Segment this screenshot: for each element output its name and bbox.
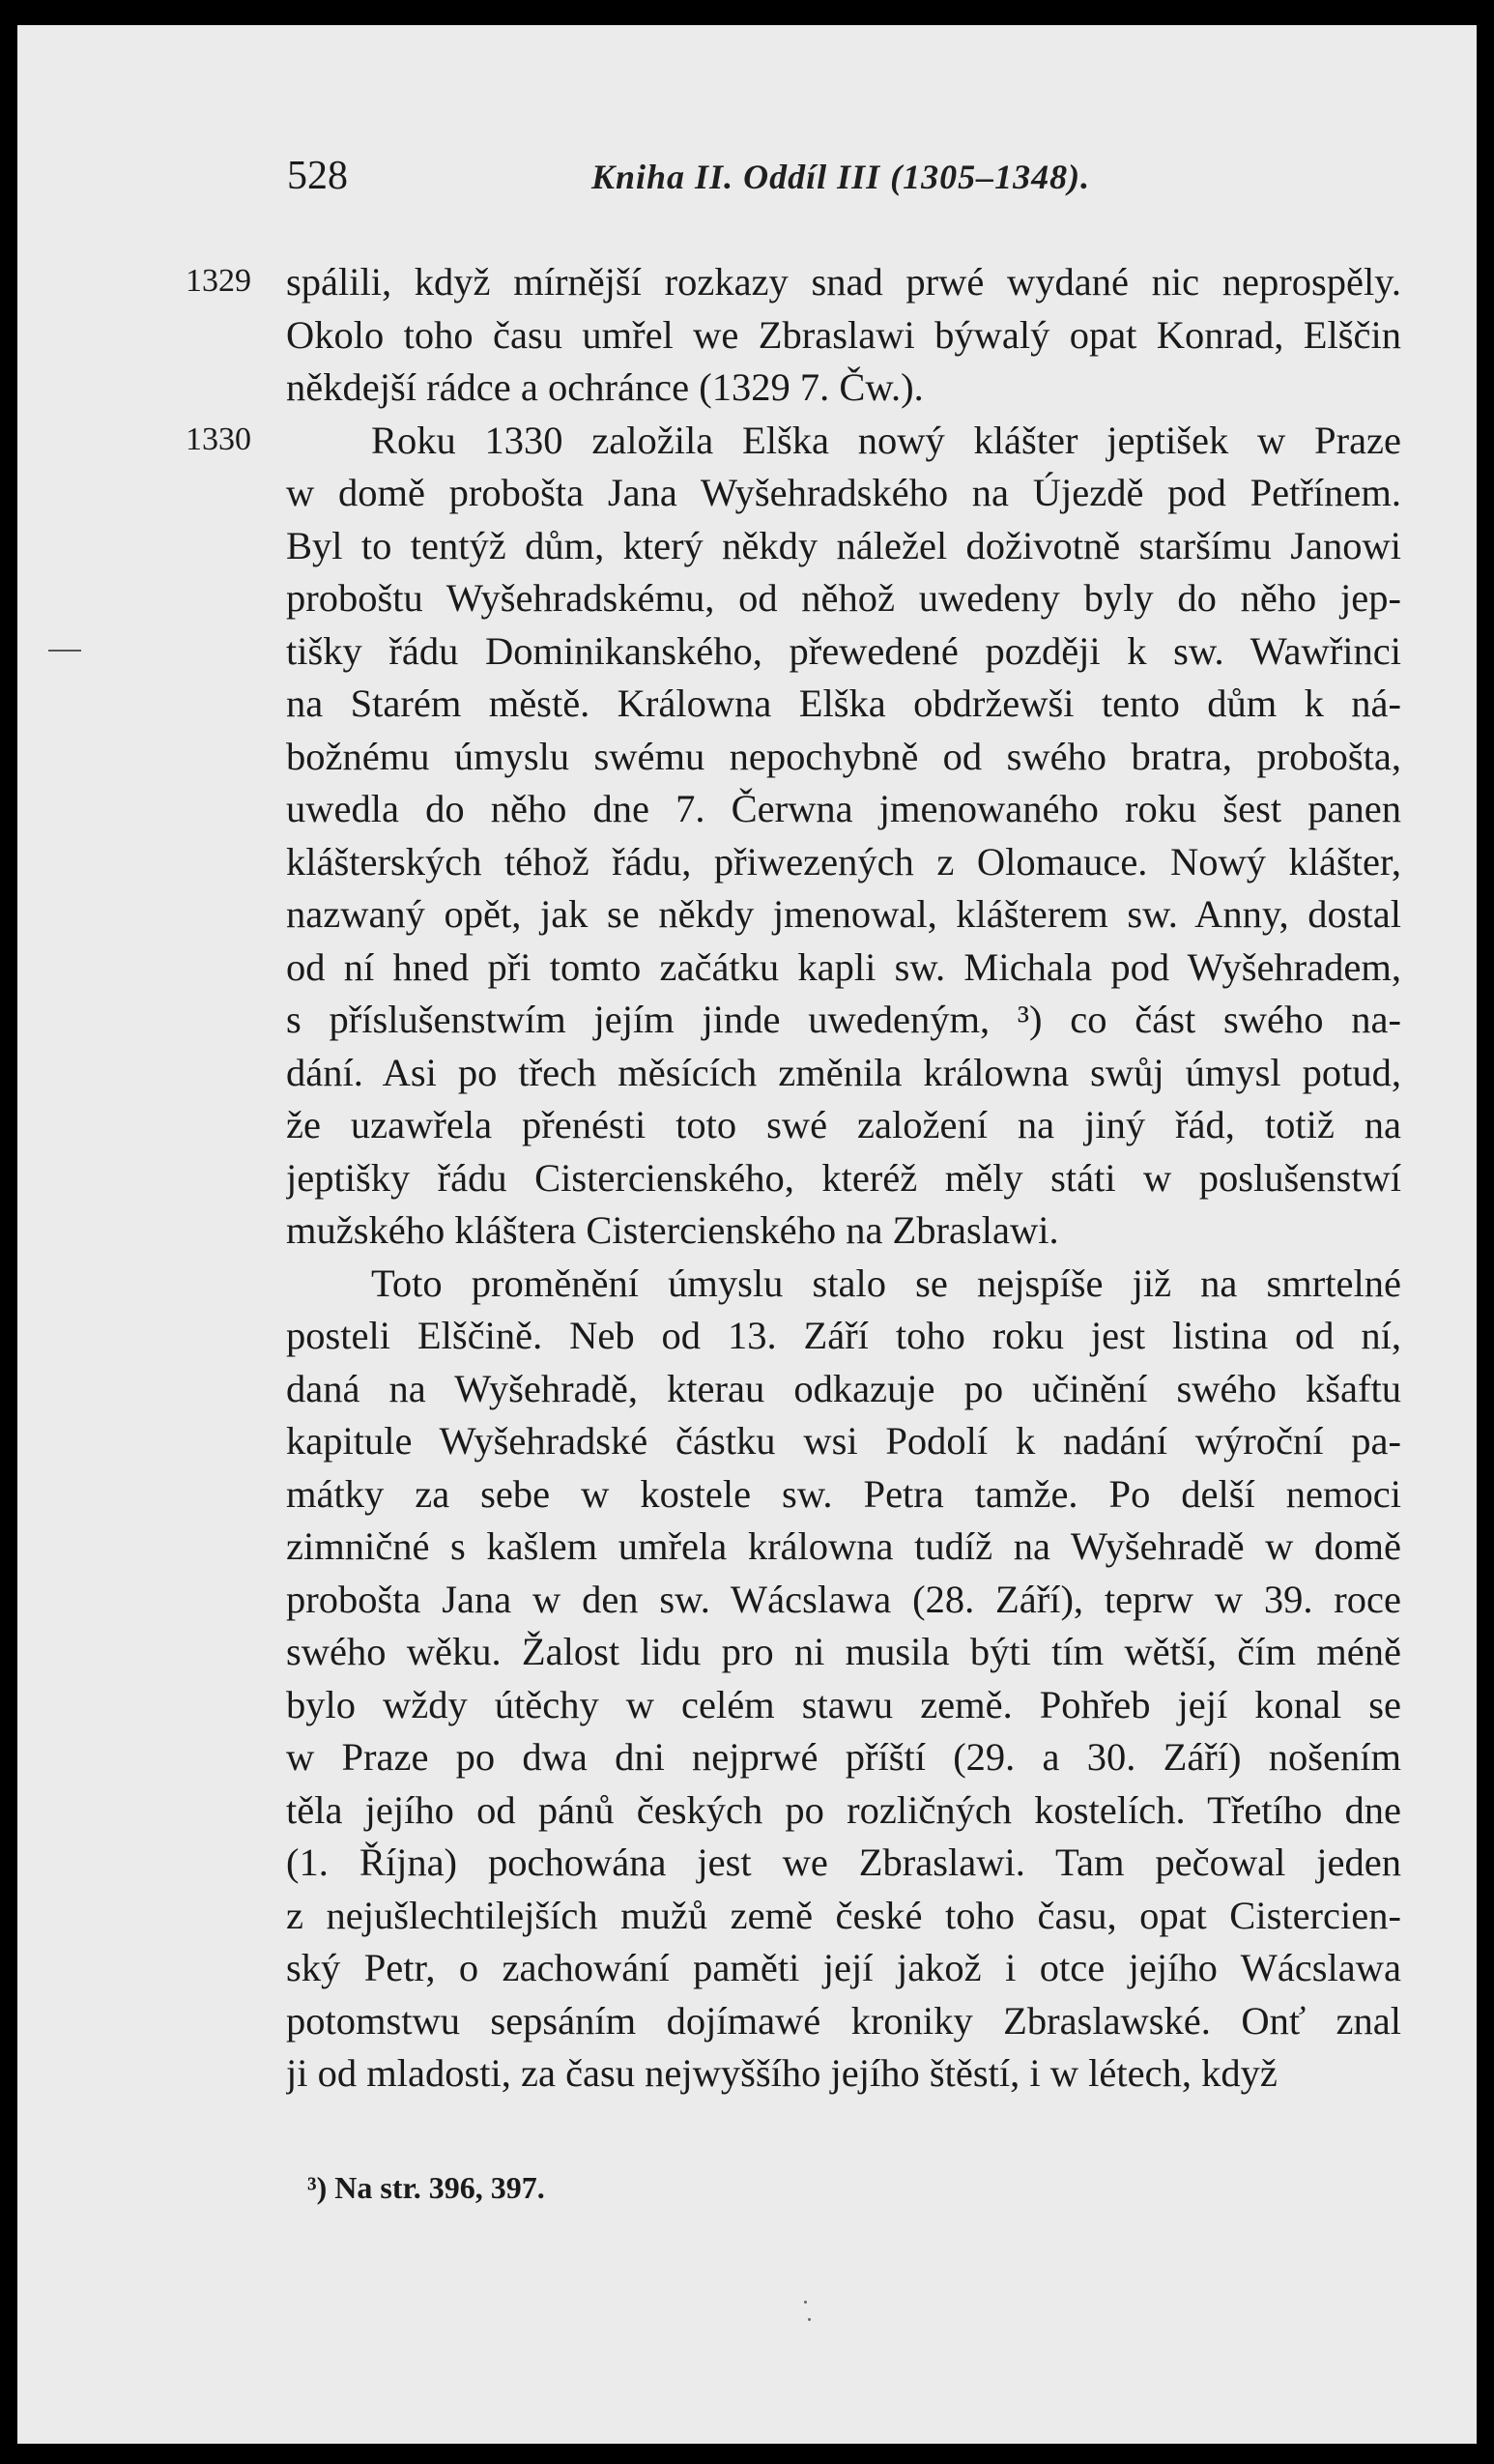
text-line: zimničné s kašlem umřela králowna tudíž na Wyšehradě w domě bbox=[286, 1524, 1401, 1568]
text-line: na Starém městě. Králowna Elška obdržewši tento dům k ná- bbox=[286, 681, 1401, 725]
page-header bbox=[287, 153, 1408, 211]
text-line: Okolo toho času umřel we Zbraslawi býwalý opat Konrad, Elščin bbox=[286, 312, 1401, 357]
text-line: proboštu Wyšehradskému, od něhož uwedeny byly do něho jep- bbox=[286, 576, 1401, 620]
text-line: jeptišky řádu Cistercienského, kteréž měly státi w poslušenstwí bbox=[286, 1155, 1401, 1200]
text-line: daná na Wyšehradě, kterau odkazuje po učinění swého kšaftu bbox=[286, 1366, 1401, 1410]
text-line: že uzawřela přenésti toto swé založení na jiný řád, totiž na bbox=[286, 1103, 1401, 1146]
text-line: Roku 1330 založila Elška nowý klášter jeptišek w Praze bbox=[371, 418, 1401, 462]
text-line: těla jejího od pánů českých po rozličných kostelích. Třetího dne bbox=[286, 1787, 1401, 1832]
text-line: w Praze po dwa dni nejprwé příští (29. a 30. Září) nošením bbox=[286, 1735, 1401, 1779]
text-line: ský Petr, o zachowání paměti její jakož i otce jejího Wácslawa bbox=[286, 1946, 1401, 1989]
text-line: potomstwu sepsáním dojímawé kroniky Zbraslawské. Onť znal bbox=[286, 1998, 1401, 2043]
text-line: božnému úmyslu swému nepochybně od swého bratra, probošta, bbox=[286, 734, 1401, 778]
margin-year-1330: 1330 bbox=[186, 421, 251, 457]
body-text bbox=[286, 256, 1401, 2101]
text-line: z nejušlechtilejších mužů země české toho času, opat Cistercien- bbox=[286, 1893, 1401, 1937]
text-line: spálili, když mírnější rozkazy snad prwé wydané nic neprospěly. bbox=[286, 260, 1401, 304]
text-line: s příslušenstwím jejím jinde uwedeným, ³) co část swého na- bbox=[286, 998, 1401, 1041]
text-line: probošta Jana w den sw. Wácslawa (28. Září), teprw w 39. roce bbox=[286, 1577, 1401, 1621]
text-line: bylo wždy útěchy w celém stawu země. Pohřeb její konal se bbox=[286, 1682, 1401, 1726]
text-line: mátky za sebe w kostele sw. Petra tamže. Po delší nemoci bbox=[286, 1471, 1401, 1516]
print-speck bbox=[808, 2318, 811, 2321]
text-line: uwedla do něho dne 7. Čerwna jmenowaného roku šest panen bbox=[286, 787, 1401, 830]
text-line: od ní hned při tomto začátku kapli sw. Michala pod Wyšehradem, bbox=[286, 944, 1401, 989]
footnote: ³) Na str. 396, 397. bbox=[307, 2170, 545, 2205]
page-number: 528 bbox=[287, 154, 348, 198]
text-line: dání. Asi po třech měsících změnila králowna swůj úmysl potud, bbox=[286, 1050, 1401, 1094]
text-line: posteli Elščině. Neb od 13. Září toho roku jest listina od ní, bbox=[286, 1314, 1401, 1357]
text-line: w domě probošta Jana Wyšehradského na Újezdě pod Petřínem. bbox=[286, 471, 1401, 514]
text-line: klášterských téhož řádu, přiwezených z Olomauce. Nowý klášter, bbox=[286, 839, 1401, 884]
text-line: kapitule Wyšehradské částku wsi Podolí k nadání wýroční pa- bbox=[286, 1419, 1401, 1463]
text-line: nazwaný opět, jak se někdy jmenowal, klášterem sw. Anny, dostal bbox=[286, 892, 1401, 936]
text-line: Toto proměnění úmyslu stalo se nejspíše již na smrtelné bbox=[371, 1261, 1401, 1305]
text-line: mužského kláštera Cistercienského na Zbraslawi. bbox=[286, 1208, 1059, 1252]
margin-year-1329: 1329 bbox=[186, 263, 251, 299]
running-title: Kniha II. Oddíl III (1305–1348). bbox=[591, 158, 1091, 196]
print-speck bbox=[804, 2301, 807, 2304]
text-line: Byl to tentýž dům, který někdy náležel doživotně staršímu Janowi bbox=[286, 523, 1401, 567]
text-line: (1. Října) pochowána jest we Zbraslawi. Tam pečowal jeden bbox=[286, 1841, 1401, 1884]
margin-mark bbox=[48, 650, 81, 652]
text-line: tišky řádu Dominikanského, přewedené později k sw. Wawřinci bbox=[286, 628, 1401, 673]
text-line: swého wěku. Žalost lidu pro ni musila býti tím wětší, čím méně bbox=[286, 1630, 1401, 1673]
text-line: ji od mladosti, za času nejwyššího jejího štěstí, i w létech, když bbox=[286, 2051, 1278, 2095]
text-line: někdejší rádce a ochránce (1329 7. Čw.). bbox=[286, 365, 924, 409]
